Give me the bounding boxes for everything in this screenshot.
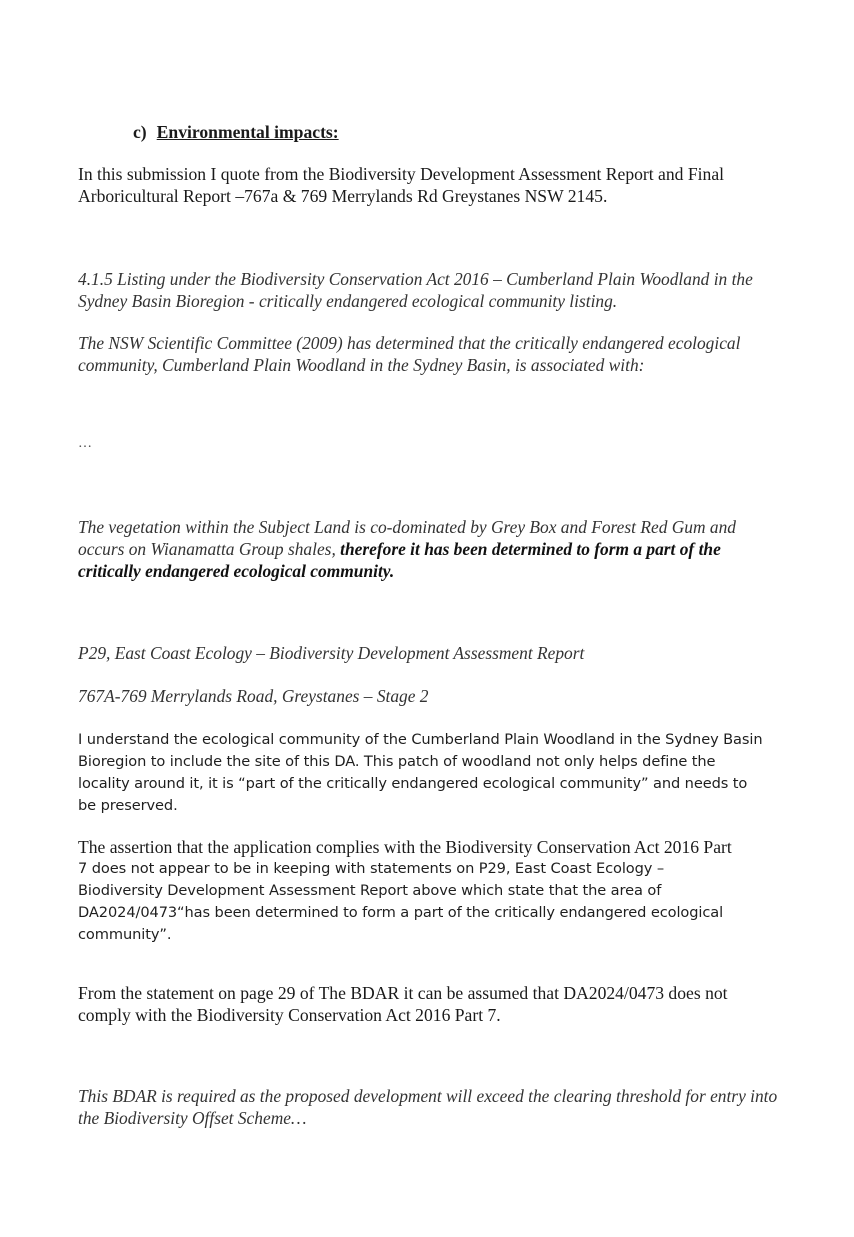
assertion-continuation: 7 does not appear to be in keeping with statements on P29, East Coast Ecology – Biodiversity Development Assessment Report above which state that the area of DA2024/0473“has been determined to form a part of the critically endangered ecological community”. <box>78 860 724 943</box>
quote-vegetation <box>78 516 778 582</box>
assertion-first-line: The assertion that the application complies with the Biodiversity Conservation Act 2016 Part <box>78 837 732 857</box>
quote-listing: 4.1.5 Listing under the Biodiversity Conservation Act 2016 – Cumberland Plain Woodland in the Sydney Basin Bioregion - critically endangered ecological community listing. <box>78 269 753 311</box>
quote-vegetation-text: The vegetation within the Subject Land is co-dominated by Grey Box and Forest Red Gum and occurs on Wianamatta Group shales, <box>78 517 736 559</box>
section-title: Environmental impacts: <box>156 122 339 142</box>
omission-ellipsis: … <box>78 436 92 451</box>
understanding-paragraph: I understand the ecological community of the Cumberland Plain Woodland in the Sydney Basin Bioregion to include the site of this DA. This patch of woodland not only helps define the locality around it, it is “part of the critically endangered ecological community” and needs to be preserved. <box>78 731 763 814</box>
section-heading <box>133 121 339 143</box>
section-marker: c) <box>133 122 147 142</box>
assertion-paragraph <box>78 836 778 946</box>
quote-vegetation-emphasis: therefore it has been determined to form a part of the critically endangered ecological community. <box>78 539 721 581</box>
source-address: 767A-769 Merrylands Road, Greystanes – Stage 2 <box>78 686 429 706</box>
source-citation: P29, East Coast Ecology – Biodiversity Development Assessment Report <box>78 643 585 663</box>
quote-bdar-requirement: This BDAR is required as the proposed development will exceed the clearing threshold for entry into the Biodiversity Offset Scheme… <box>78 1086 778 1128</box>
quote-committee: The NSW Scientific Committee (2009) has determined that the critically endangered ecological community, Cumberland Plain Woodland in the Sydney Basin, is associated with: <box>78 333 741 375</box>
conclusion-paragraph: From the statement on page 29 of The BDAR it can be assumed that DA2024/0473 does not comply with the Biodiversity Conservation Act 2016 Part 7. <box>78 983 728 1025</box>
intro-paragraph: In this submission I quote from the Biodiversity Development Assessment Report and Final Arboricultural Report –767a & 769 Merrylands Rd Greystanes NSW 2145. <box>78 164 725 206</box>
